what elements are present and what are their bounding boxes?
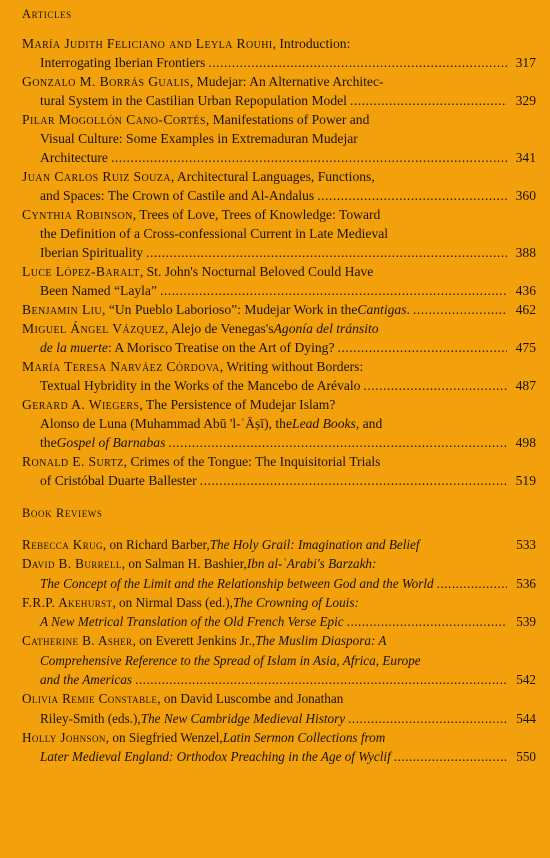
leader-dots xyxy=(413,300,507,319)
article-author: Gerard A. Wiegers xyxy=(22,397,140,412)
page-number: 317 xyxy=(515,55,536,70)
article-title: , Manifestations of Power and xyxy=(205,112,370,127)
book-title: and the Americas xyxy=(40,672,133,688)
article-title: , Mudejar: An Alternative Architec- xyxy=(189,74,384,89)
article-title-italic: de la muerte xyxy=(40,340,108,355)
reviewer-name: Rebecca Krug xyxy=(22,537,103,552)
article-entry[interactable] xyxy=(22,395,536,452)
article-title: the xyxy=(40,435,57,450)
article-title: of Cristóbal Duarte Ballester xyxy=(40,473,197,488)
article-title: , “Un Pueblo Laborioso”: Mudejar Work in the xyxy=(102,302,358,317)
review-text: , on Siegfried Wenzel, xyxy=(105,729,223,745)
leader-dots xyxy=(317,186,507,205)
article-title: Architecture xyxy=(40,150,108,165)
review-entry[interactable] xyxy=(22,631,536,689)
article-title-italic: Cantigas xyxy=(357,302,407,317)
review-entry[interactable] xyxy=(22,689,536,728)
article-author: Luce López-Baralt xyxy=(22,264,140,279)
article-title-italic: Agonía del tránsito xyxy=(273,321,379,336)
page-number: 360 xyxy=(515,188,536,203)
page-number: 550 xyxy=(516,749,536,765)
article-entry[interactable] xyxy=(22,167,536,205)
article-author: Cynthia Robinson xyxy=(22,207,133,222)
article-entry[interactable] xyxy=(22,357,536,395)
review-text: , on David Luscombe and Jonathan xyxy=(157,691,344,707)
articles-list xyxy=(22,34,536,490)
review-entry[interactable] xyxy=(22,728,536,767)
reviewer-name: David B. Burrell xyxy=(22,556,122,572)
article-title: . xyxy=(406,302,410,317)
leader-dots xyxy=(347,612,507,631)
page-number: 539 xyxy=(516,614,536,630)
page-number: 329 xyxy=(515,93,536,108)
review-text: , on Richard Barber, xyxy=(102,537,210,552)
leader-dots xyxy=(363,376,507,395)
book-title: The New Cambridge Medieval History xyxy=(140,710,346,726)
article-title-italic: Gospel of Barnabas xyxy=(56,435,166,450)
article-title: , Introduction: xyxy=(272,36,351,51)
article-author: Benjamin Liu xyxy=(22,302,103,317)
leader-dots xyxy=(135,670,507,689)
article-author: Pilar Mogollón Cano-Cortés xyxy=(22,112,206,127)
book-title: Comprehensive Reference to the Spread of Islam in Asia, Africa, Europe xyxy=(40,652,421,668)
article-title-italic: Lead Books xyxy=(292,416,356,431)
leader-dots xyxy=(200,471,507,490)
review-text: , on Salman H. Bashier, xyxy=(121,556,247,572)
book-title: A New Metrical Translation of the Old French Verse Epic xyxy=(40,614,344,630)
review-entry[interactable] xyxy=(22,554,536,593)
article-entry[interactable] xyxy=(22,205,536,262)
book-title: Ibn al-ʿArabi's Barzakh: xyxy=(246,556,377,572)
page-number: 544 xyxy=(516,710,536,726)
page-number: 388 xyxy=(515,245,536,260)
leader-dots xyxy=(160,281,507,300)
article-title: Alonso de Luna (Muhammad Abū 'l-ʿĀṣī), the xyxy=(40,416,293,431)
article-title: the Definition of a Cross-confessional Current in Late Medieval xyxy=(40,226,389,241)
review-entry[interactable] xyxy=(22,535,536,554)
leader-dots xyxy=(111,148,507,167)
article-title: tural System in the Castilian Urban Repopulation Model xyxy=(40,93,347,108)
article-author: María Judith Feliciano and Leyla Rouhi xyxy=(22,36,273,51)
page-number: 519 xyxy=(515,473,536,488)
reviewer-name: Olivia Remie Constable xyxy=(22,691,158,707)
article-author: María Teresa Narváez Córdova xyxy=(22,359,220,374)
leader-dots xyxy=(348,709,507,728)
book-title: The Crowning of Louis: xyxy=(232,594,359,610)
page-number: 536 xyxy=(516,575,536,591)
article-author: Juan Carlos Ruiz Souza xyxy=(22,169,171,184)
book-title: Latin Sermon Collections from xyxy=(222,729,386,745)
leader-dots xyxy=(338,338,507,357)
leader-dots xyxy=(437,574,507,593)
article-author: Miguel Ángel Vázquez xyxy=(22,321,165,336)
article-entry[interactable] xyxy=(22,319,536,357)
article-entry[interactable] xyxy=(22,300,536,319)
leader-dots xyxy=(208,53,507,72)
article-title: Visual Culture: Some Examples in Extremaduran Mudejar xyxy=(40,131,358,146)
reviewer-name: F.R.P. Akehurst xyxy=(22,594,113,610)
article-entry[interactable] xyxy=(22,262,536,300)
article-title: , St. John's Nocturnal Beloved Could Have xyxy=(139,264,374,279)
leader-dots xyxy=(146,243,507,262)
article-entry[interactable] xyxy=(22,110,536,167)
reviews-list xyxy=(22,535,536,767)
article-title: Iberian Spirituality xyxy=(40,245,144,260)
article-title: , Trees of Love, Trees of Knowledge: Toward xyxy=(132,207,381,222)
article-title: Textual Hybridity in the Works of the Mancebo de Arévalo xyxy=(40,378,361,393)
article-author: Gonzalo M. Borrás Gualis xyxy=(22,74,190,89)
article-title: , The Persistence of Mudejar Islam? xyxy=(139,397,336,412)
page-number: 498 xyxy=(515,435,536,450)
book-title: Later Medieval England: Orthodox Preaching in the Age of Wyclif xyxy=(40,749,391,765)
page-number: 475 xyxy=(515,340,536,355)
article-title: , Alejo de Venegas's xyxy=(164,321,274,336)
article-title: Been Named “Layla” xyxy=(40,283,157,298)
article-title: , Architectural Languages, Functions, xyxy=(170,169,375,184)
review-entry[interactable] xyxy=(22,593,536,632)
articles-heading: Articles xyxy=(22,7,72,21)
review-text: , on Nirmal Dass (ed.), xyxy=(112,594,233,610)
article-entry[interactable] xyxy=(22,34,536,72)
book-title: The Holy Grail: Imagination and Belief xyxy=(209,537,420,552)
article-entry[interactable] xyxy=(22,72,536,110)
reviewer-name: Holly Johnson xyxy=(22,729,106,745)
article-title: : A Morisco Treatise on the Art of Dying? xyxy=(107,340,335,355)
article-title: and Spaces: The Crown of Castile and Al-Andalus xyxy=(40,188,315,203)
book-title: The Muslim Diaspora: A xyxy=(255,633,387,649)
page-number: 341 xyxy=(515,150,536,165)
review-text: Riley-Smith (eds.), xyxy=(40,710,141,726)
article-title: , Writing without Borders: xyxy=(219,359,364,374)
article-title: , Crimes of the Tongue: The Inquisitorial Trials xyxy=(123,454,381,469)
page-number: 533 xyxy=(516,537,536,552)
page-number: 462 xyxy=(515,302,536,317)
article-author: Ronald E. Surtz xyxy=(22,454,124,469)
page-number: 487 xyxy=(515,378,536,393)
article-entry[interactable] xyxy=(22,452,536,490)
page-number: 436 xyxy=(515,283,536,298)
article-title: Interrogating Iberian Frontiers xyxy=(40,55,206,70)
leader-dots xyxy=(394,747,507,766)
leader-dots xyxy=(350,91,507,110)
leader-dots xyxy=(168,433,507,452)
article-title: , and xyxy=(355,416,383,431)
review-text: , on Everett Jenkins Jr., xyxy=(132,633,256,649)
book-title: The Concept of the Limit and the Relationship between God and the World xyxy=(40,575,434,591)
reviewer-name: Catherine B. Asher xyxy=(22,633,133,649)
book-reviews-heading: Book Reviews xyxy=(22,506,103,520)
page-number: 542 xyxy=(516,672,536,688)
